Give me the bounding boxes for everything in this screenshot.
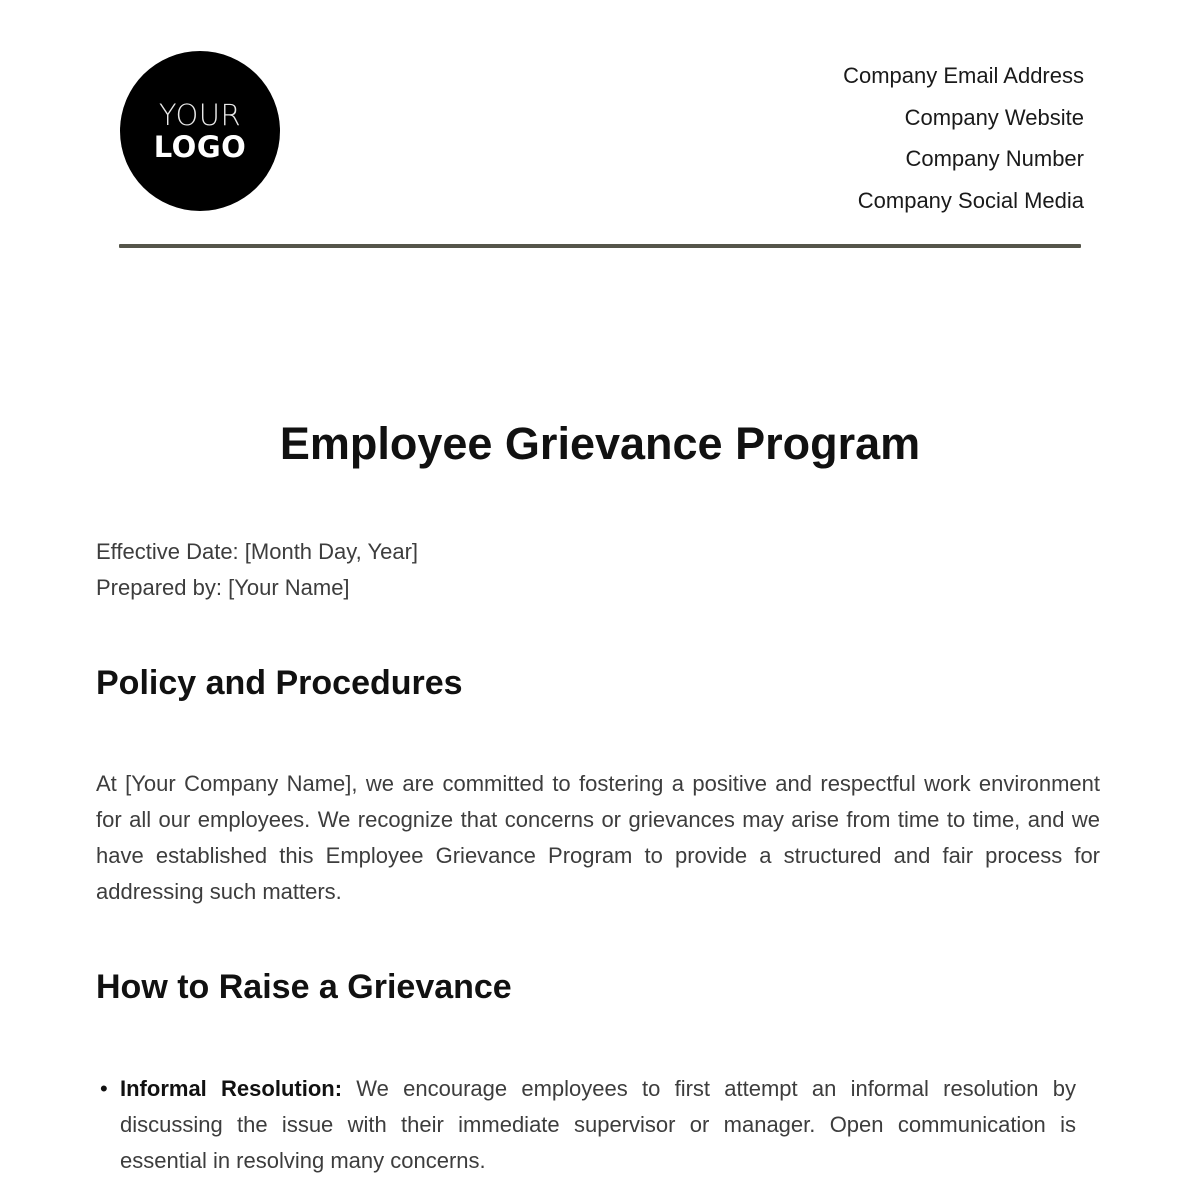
list-item-text: We encourage employees to first attempt an informal resolution by discussing the issue with their immediate supervisor or manager. Open communication is essential in resolving many concerns. xyxy=(120,1076,1076,1173)
document-meta xyxy=(96,534,418,606)
company-logo xyxy=(120,51,280,211)
section-heading-raise-grievance: How to Raise a Grievance xyxy=(96,968,512,1006)
logo-line-your: YOUR xyxy=(158,98,242,132)
section-heading-policy: Policy and Procedures xyxy=(96,664,463,702)
document-title: Employee Grievance Program xyxy=(279,418,921,469)
company-social-media: Company Social Media xyxy=(857,187,1084,213)
company-email: Company Email Address xyxy=(843,63,1084,88)
bullet-icon: • xyxy=(100,1076,108,1101)
list-item-term: Informal Resolution: xyxy=(120,1076,343,1101)
prepared-by: Prepared by: [Your Name] xyxy=(96,575,350,600)
company-website: Company Website xyxy=(904,104,1084,130)
company-number: Company Number xyxy=(905,146,1084,171)
effective-date: Effective Date: [Month Day, Year] xyxy=(96,539,419,564)
list-item xyxy=(96,1071,1076,1179)
header-divider xyxy=(119,244,1081,248)
logo-line-logo: LOGO xyxy=(153,130,247,164)
policy-paragraph: At [Your Company Name], we are committed to fostering a positive and respectful work environment for all our employees. We recognize that concerns or grievances may arise from time to time, and we have established this Employee Grievance Program to provide a structured and fair process for addressing such matters. xyxy=(96,771,1100,904)
grievance-steps-list xyxy=(96,1071,1076,1179)
company-contact-block xyxy=(843,55,1084,221)
